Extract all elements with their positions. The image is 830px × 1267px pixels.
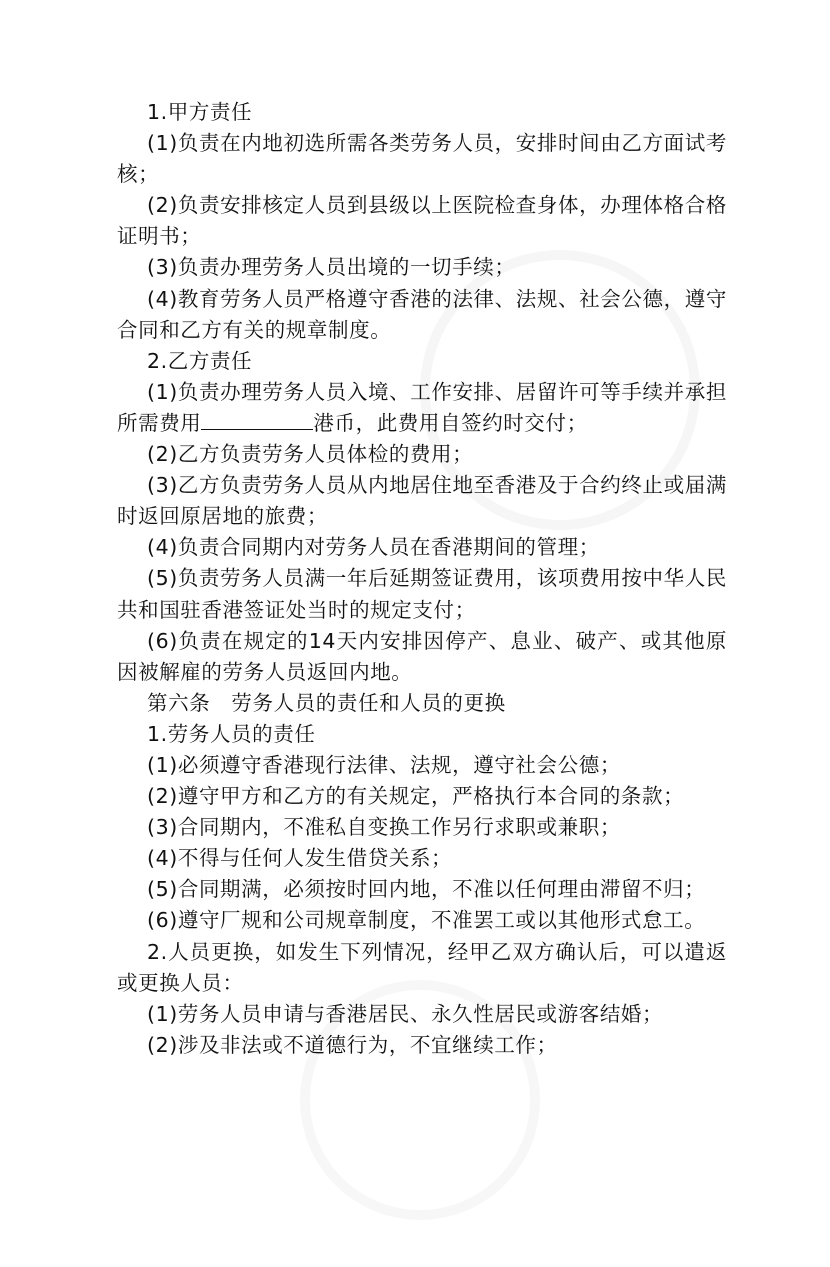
paragraph: (3)负责办理劳务人员出境的一切手续； xyxy=(147,255,516,280)
paragraph: (4)负责合同期内对劳务人员在香港期间的管理； xyxy=(147,535,600,560)
paragraph: (6)负责在规定的14天内安排因停产、息业、破产、或其他原因被解雇的劳务人员返回内地。 xyxy=(117,628,727,684)
paragraph: 1.甲方责任 xyxy=(147,100,253,124)
paragraph: (1)负责在内地初选所需各类劳务人员，安排时间由乙方面试考核； xyxy=(117,131,727,187)
paragraph: (2)涉及非法或不道德行为，不宜继续工作； xyxy=(147,1032,558,1057)
paragraph: 1.劳务人员的责任 xyxy=(147,721,316,746)
paragraph-text: (1)负责办理劳务人员入境、工作安排、居留许可等手续并承担所需费用 xyxy=(117,379,727,435)
paragraph: (1)劳务人员申请与香港居民、永久性居民或游客结婚； xyxy=(147,1001,664,1026)
section-heading: 第六条 劳务人员的责任和人员的更换 xyxy=(147,690,506,715)
paragraph: (3)合同期内，不准私自变换工作另行求职或兼职； xyxy=(147,815,621,840)
paragraph: (1)必须遵守香港现行法律、法规，遵守社会公德； xyxy=(147,752,621,777)
paragraph: (2)负责安排核定人员到县级以上医院检查身体，办理体格合格证明书； xyxy=(117,193,727,249)
paragraph: (3)乙方负责劳务人员从内地居住地至香港及于合约终止或届满时返回原居地的旅费； xyxy=(117,473,727,529)
document-body xyxy=(117,97,727,1061)
fill-in-blank xyxy=(201,411,313,430)
paragraph: (4)不得与任何人发生借贷关系； xyxy=(147,846,453,871)
paragraph: (5)合同期满，必须按时回内地，不准以任何理由滞留不归； xyxy=(147,877,706,902)
paragraph: (2)乙方负责劳务人员体检的费用； xyxy=(147,442,474,467)
paragraph: 2.乙方责任 xyxy=(147,348,253,373)
paragraph: 2.人员更换，如发生下列情况，经甲乙双方确认后，可以遣返或更换人员： xyxy=(117,939,727,995)
paragraph: (2)遵守甲方和乙方的有关规定，严格执行本合同的条款； xyxy=(147,784,685,809)
paragraph-with-blank xyxy=(117,377,727,439)
paragraph-text: 港币，此费用自签约时交付； xyxy=(313,410,588,435)
paragraph: (6)遵守厂规和公司规章制度，不准罢工或以其他形式怠工。 xyxy=(147,908,706,933)
paragraph: (4)教育劳务人员严格遵守香港的法律、法规、社会公德，遵守合同和乙方有关的规章制度。 xyxy=(117,286,727,342)
paragraph: (5)负责劳务人员满一年后延期签证费用，该项费用按中华人民共和国驻香港签证处当时的规定支付； xyxy=(117,566,727,622)
